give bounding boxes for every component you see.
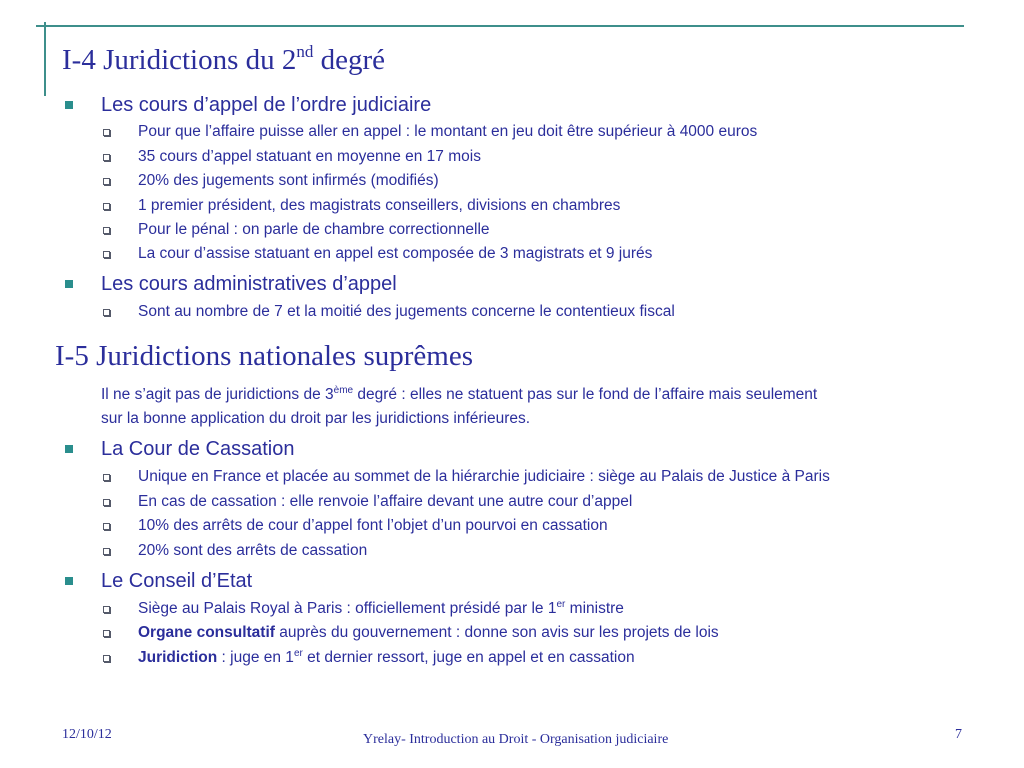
checkbox-bullet-icon [103, 154, 110, 161]
checkbox-bullet-icon [103, 251, 110, 258]
list-item: 20% sont des arrêts de cassation [138, 540, 367, 562]
list-item: Organe consultatif auprès du gouvernement : donne son avis sur les projets de lois [138, 622, 719, 644]
checkbox-bullet-icon [103, 178, 110, 185]
list-item: La cour d’assise statuant en appel est composée de 3 magistrats et 9 jurés [138, 243, 652, 265]
checkbox-bullet-icon [103, 129, 110, 136]
list-item: Pour le pénal : on parle de chambre correctionnelle [138, 219, 490, 241]
checkbox-bullet-icon [103, 523, 110, 530]
square-bullet-icon [65, 445, 73, 453]
list-item: Pour que l’affaire puisse aller en appel : le montant en jeu doit être supérieur à 4000 euros [138, 121, 757, 143]
list-item: Sont au nombre de 7 et la moitié des jugements concerne le contentieux fiscal [138, 301, 675, 323]
slide-title-2: I-5 Juridictions nationales suprêmes [55, 340, 473, 372]
checkbox-bullet-icon [103, 227, 110, 234]
frame-top-line [36, 25, 964, 27]
checkbox-bullet-icon [103, 474, 110, 481]
checkbox-bullet-icon [103, 499, 110, 506]
square-bullet-icon [65, 280, 73, 288]
intro-line-1: Il ne s’agit pas de juridictions de 3ème degré : elles ne statuent pas sur le fond de l’affaire mais seulement [101, 385, 818, 403]
heading-cours-administratives: Les cours administratives d’appel [101, 271, 397, 297]
list-item: Siège au Palais Royal à Paris : officiellement présidé par le 1er ministre [138, 598, 624, 620]
footer-title: Yrelay- Introduction au Droit - Organisation judiciaire [363, 732, 669, 747]
checkbox-bullet-icon [103, 655, 110, 662]
list-item: Unique en France et placée au sommet de la hiérarchie judiciaire : siège au Palais de Justice à Paris [138, 466, 830, 488]
footer-page-number: 7 [955, 727, 962, 742]
checkbox-bullet-icon [103, 309, 110, 316]
list-item: 1 premier président, des magistrats conseillers, divisions en chambres [138, 195, 620, 217]
square-bullet-icon [65, 577, 73, 585]
square-bullet-icon [65, 101, 73, 109]
list-item: Juridiction : juge en 1er et dernier ressort, juge en appel et en cassation [138, 647, 635, 669]
list-item: 10% des arrêts de cour d’appel font l’objet d’un pourvoi en cassation [138, 515, 608, 537]
heading-cour-cassation: La Cour de Cassation [101, 436, 294, 462]
intro-line-2: sur la bonne application du droit par les juridictions inférieures. [101, 410, 531, 427]
footer-date: 12/10/12 [62, 727, 112, 742]
list-item: En cas de cassation : elle renvoie l’affaire devant une autre cour d’appel [138, 491, 632, 513]
checkbox-bullet-icon [103, 630, 110, 637]
checkbox-bullet-icon [103, 203, 110, 210]
checkbox-bullet-icon [103, 606, 110, 613]
frame-left-line [44, 22, 46, 96]
list-item: 20% des jugements sont infirmés (modifiés) [138, 170, 439, 192]
slide-title-1: I-4 Juridictions du 2nd degré [62, 42, 386, 76]
list-item: 35 cours d’appel statuant en moyenne en 17 mois [138, 146, 481, 168]
checkbox-bullet-icon [103, 548, 110, 555]
heading-cours-appel: Les cours d’appel de l’ordre judiciaire [101, 92, 431, 118]
heading-conseil-etat: Le Conseil d’Etat [101, 568, 252, 594]
